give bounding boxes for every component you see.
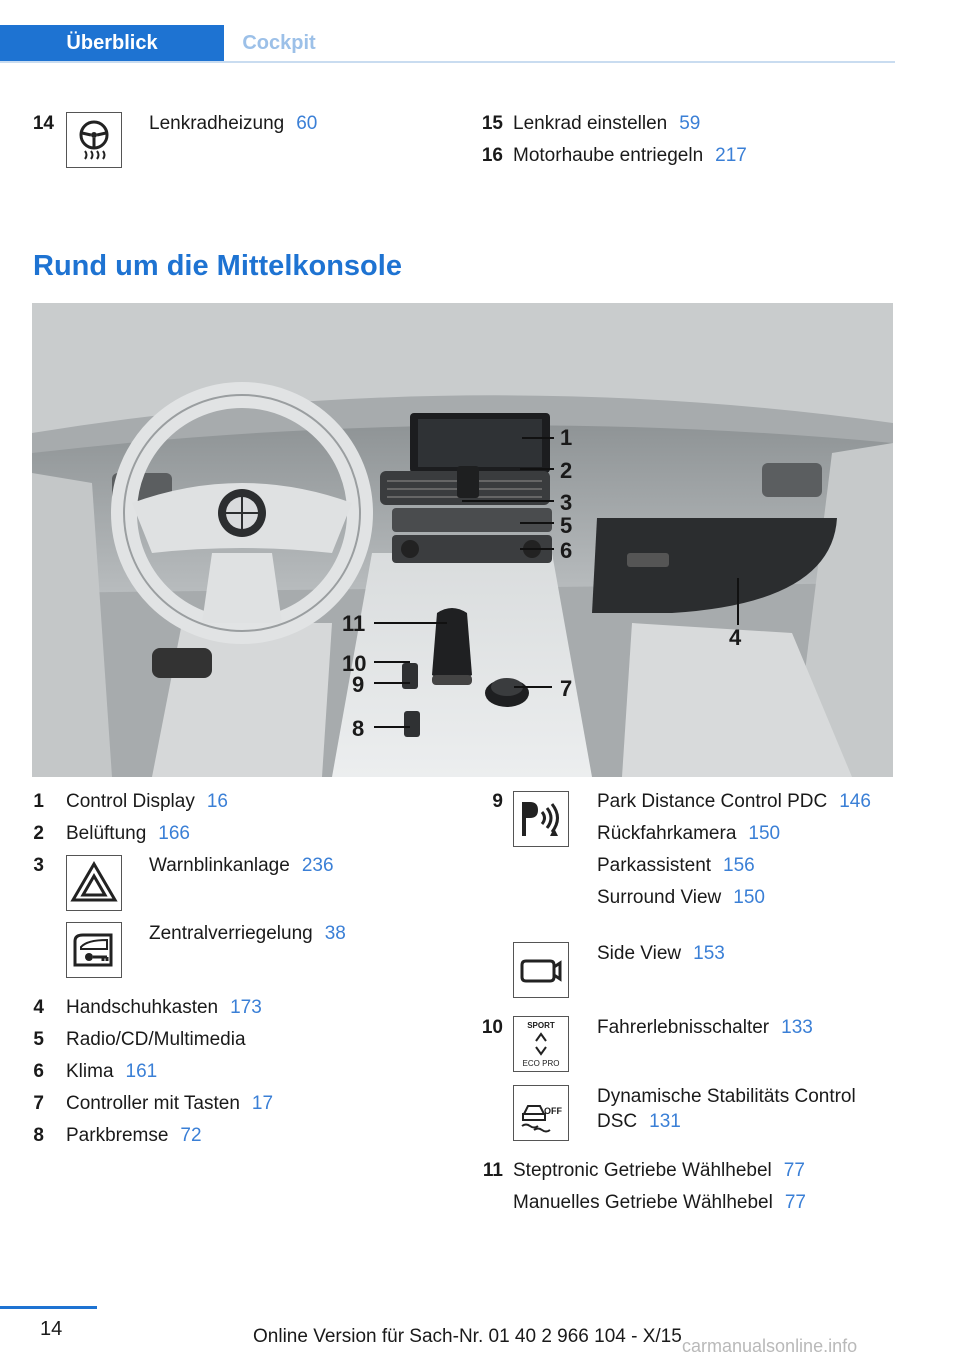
item-label-parkbremse: Parkbremse 72 — [66, 1125, 202, 1146]
item-label-manuelles-getriebe: Manuelles Getriebe Wählhebel 77 — [513, 1192, 806, 1213]
tab-cockpit[interactable]: Cockpit — [242, 32, 316, 54]
page-ref[interactable]: 146 — [839, 791, 871, 812]
footer-rule — [0, 1306, 97, 1309]
footer-version-text: Online Version für Sach-Nr. 01 40 2 966 104 - X/15 — [253, 1326, 682, 1347]
item-label-lenkradheizung: Lenkradheizung 60 — [149, 113, 318, 134]
page-ref[interactable]: 60 — [296, 113, 318, 134]
page-ref[interactable]: 150 — [748, 823, 781, 844]
page-ref[interactable]: 150 — [733, 887, 765, 908]
callout-7: 7 — [560, 676, 573, 701]
side-view-icon — [513, 942, 569, 998]
item-label-motorhaube: Motorhaube entriegeln 217 — [513, 145, 747, 166]
page-ref[interactable]: 217 — [715, 145, 747, 166]
item-label-side-view: Side View 153 — [597, 943, 725, 964]
item-label-surround-view: Surround View 150 — [597, 887, 765, 908]
item-label-control-display: Control Display 16 — [66, 791, 228, 812]
page-ref[interactable]: 77 — [784, 1192, 806, 1213]
driving-experience-switch-icon: SPORT ECO PRO — [513, 1016, 569, 1072]
item-label-warnblinkanlage: Warnblinkanlage 236 — [149, 855, 334, 876]
tab-ueberblick[interactable]: Überblick — [0, 25, 224, 61]
item-label-klima: Klima 161 — [66, 1061, 158, 1082]
steering-wheel-heating-icon — [66, 112, 122, 168]
hazard-warning-icon — [66, 855, 122, 911]
item-label-steptronic: Steptronic Getriebe Wählhebel 77 — [513, 1160, 805, 1181]
page-ref[interactable]: 16 — [206, 791, 228, 812]
callout-8: 8 — [352, 716, 365, 741]
callout-9: 9 — [352, 672, 365, 697]
item-label-parkassistent: Parkassistent 156 — [597, 855, 755, 876]
cockpit-illustration — [32, 303, 893, 777]
item-label-controller: Controller mit Tasten 17 — [66, 1093, 274, 1114]
page-ref[interactable]: 131 — [649, 1111, 681, 1132]
callout-3: 3 — [560, 490, 573, 515]
page-ref[interactable]: 133 — [781, 1017, 813, 1038]
callout-6: 6 — [560, 538, 573, 563]
page-ref[interactable]: 173 — [230, 997, 262, 1018]
section-title: Rund um die Mittelkonsole — [33, 250, 402, 282]
item-label-pdc: Park Distance Control PDC 146 — [597, 791, 871, 812]
callout-5: 5 — [560, 513, 573, 538]
callout-10: 10 — [342, 651, 367, 676]
watermark: carmanualsonline.info — [682, 1336, 858, 1356]
page-ref[interactable]: 72 — [180, 1125, 202, 1146]
item-label-lenkrad-einstellen: Lenkrad einstellen 59 — [513, 113, 701, 134]
page-ref[interactable]: 59 — [679, 113, 701, 134]
page-ref[interactable]: 38 — [324, 923, 346, 944]
item-label-rueckfahrkamera: Rückfahrkamera 150 — [597, 823, 781, 844]
callout-2: 2 — [560, 458, 573, 483]
page-ref[interactable]: 156 — [723, 855, 755, 876]
callout-11: 11 — [342, 611, 366, 636]
page-ref[interactable]: 161 — [125, 1061, 158, 1082]
item-label-zentralverriegelung: Zentralverriegelung 38 — [149, 923, 346, 944]
central-locking-icon — [66, 922, 122, 978]
item-label-dsc: Dynamische Stabilitäts Control DSC 131 — [597, 1086, 856, 1132]
item-label-handschuhkasten: Handschuhkasten 173 — [66, 997, 262, 1018]
page-ref[interactable]: 166 — [158, 823, 190, 844]
callout-1: 1 — [560, 425, 573, 450]
park-distance-control-icon — [513, 791, 569, 847]
page-ref[interactable]: 77 — [783, 1160, 805, 1181]
item-label-radio: Radio/CD/Multimedia — [66, 1029, 246, 1050]
item-label-belueftung: Belüftung 166 — [66, 823, 190, 844]
callout-4: 4 — [729, 625, 742, 650]
page-ref[interactable]: 236 — [301, 855, 334, 876]
dsc-off-icon: OFF — [513, 1085, 569, 1141]
section-tabs — [0, 25, 895, 63]
page-ref[interactable]: 153 — [693, 943, 725, 964]
page-number: 14 — [40, 1318, 63, 1340]
item-label-fahrerlebnisschalter: Fahrerlebnisschalter 133 — [597, 1017, 813, 1038]
item-number: 14 — [32, 113, 54, 134]
page-ref[interactable]: 17 — [251, 1093, 274, 1114]
